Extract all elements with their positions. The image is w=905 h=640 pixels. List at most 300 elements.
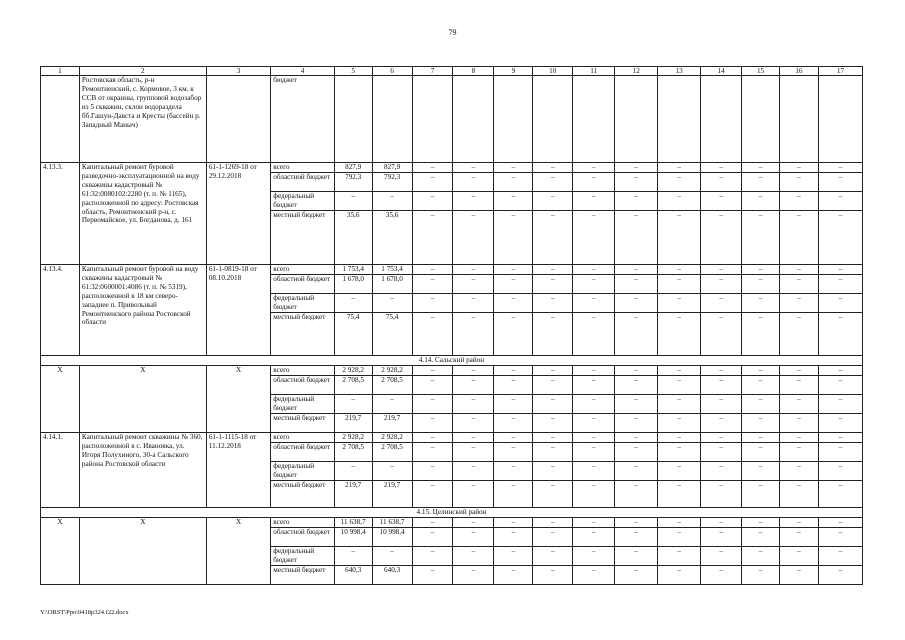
empty-value-cell: – [533, 192, 573, 211]
empty-value-cell: – [779, 480, 818, 507]
value-cell: 219,7 [334, 480, 372, 507]
column-number: 3 [206, 67, 270, 76]
value-cell [779, 76, 818, 163]
empty-value-cell: – [615, 565, 658, 584]
empty-value-cell: – [494, 442, 533, 461]
empty-value-cell: – [818, 480, 862, 507]
empty-value-cell: – [742, 163, 780, 173]
column-number: 8 [453, 67, 494, 76]
value-cell: – [372, 192, 412, 211]
empty-value-cell: – [742, 375, 780, 394]
empty-value-cell: – [533, 442, 573, 461]
value-cell: – [334, 546, 372, 565]
empty-value-cell: – [453, 294, 494, 313]
empty-value-cell: – [779, 565, 818, 584]
file-path-footer: Y:\ORST\Ppo\0418p324.f22.docx [40, 609, 129, 616]
value-cell [372, 76, 412, 163]
empty-value-cell: – [742, 173, 780, 192]
empty-value-cell: – [658, 432, 701, 442]
empty-value-cell: – [779, 173, 818, 192]
value-cell [701, 76, 742, 163]
x-cell: Х [206, 365, 270, 432]
empty-value-cell: – [658, 173, 701, 192]
value-cell: 219,7 [372, 413, 412, 432]
value-cell: 219,7 [334, 413, 372, 432]
empty-value-cell: – [615, 313, 658, 356]
source-label-cell: всего [271, 265, 334, 275]
empty-value-cell: – [615, 192, 658, 211]
empty-value-cell: – [818, 294, 862, 313]
empty-value-cell: – [573, 275, 615, 294]
section-title: 4.15. Целинский район [41, 507, 863, 517]
value-cell [453, 76, 494, 163]
empty-value-cell: – [533, 275, 573, 294]
empty-value-cell: – [494, 517, 533, 527]
empty-value-cell: – [573, 211, 615, 265]
value-cell: 10 998,4 [334, 527, 372, 546]
column-number: 14 [701, 67, 742, 76]
empty-value-cell: – [818, 432, 862, 442]
empty-value-cell: – [779, 442, 818, 461]
empty-value-cell: – [573, 546, 615, 565]
source-label-cell: областной бюджет [271, 173, 334, 192]
source-label-cell: бюджет [271, 76, 334, 163]
empty-value-cell: – [701, 461, 742, 480]
column-number: 11 [573, 67, 615, 76]
empty-value-cell: – [615, 394, 658, 413]
empty-value-cell: – [742, 275, 780, 294]
empty-value-cell: – [779, 432, 818, 442]
empty-value-cell: – [494, 294, 533, 313]
section-title: 4.14. Сальский район [41, 356, 863, 366]
object-name-cell: Капитальный ремонт скважины № 360, расположенной в с. Ивановка, ул. Игоря Полухиного, 30-а Сальского района Ростовской области [79, 432, 206, 507]
object-name-cell: Капитальный ремонт буровой разведочно-эксплуатационной на воду скважины кадастровый № 61:32:0080102:2280 (т. п. № 1165), расположенной по адресу: Ростовская область, Ремонтненский р-н, с. Первомайское, ул. Богданова, д. 161 [79, 163, 206, 265]
empty-value-cell: – [818, 365, 862, 375]
empty-value-cell: – [453, 173, 494, 192]
empty-value-cell: – [658, 265, 701, 275]
column-number: 12 [615, 67, 658, 76]
empty-value-cell: – [658, 565, 701, 584]
source-label-cell: федеральный бюджет [271, 546, 334, 565]
table-row [41, 517, 863, 527]
row-number-cell: 4.14.1. [41, 432, 80, 507]
value-cell [533, 76, 573, 163]
empty-value-cell: – [742, 192, 780, 211]
empty-value-cell: – [573, 163, 615, 173]
empty-value-cell: – [453, 442, 494, 461]
empty-value-cell: – [818, 546, 862, 565]
value-cell: – [372, 546, 412, 565]
empty-value-cell: – [573, 294, 615, 313]
empty-value-cell: – [658, 375, 701, 394]
empty-value-cell: – [412, 461, 453, 480]
empty-value-cell: – [818, 163, 862, 173]
empty-value-cell: – [494, 565, 533, 584]
column-number: 16 [779, 67, 818, 76]
empty-value-cell: – [658, 461, 701, 480]
empty-value-cell: – [701, 442, 742, 461]
empty-value-cell: – [818, 313, 862, 356]
value-cell: – [334, 394, 372, 413]
value-cell [494, 76, 533, 163]
empty-value-cell: – [412, 163, 453, 173]
empty-value-cell: – [494, 192, 533, 211]
empty-value-cell: – [658, 211, 701, 265]
header-row [41, 67, 863, 76]
empty-value-cell: – [701, 375, 742, 394]
empty-value-cell: – [701, 192, 742, 211]
value-cell: 2 928,2 [334, 365, 372, 375]
value-cell: 219,7 [372, 480, 412, 507]
empty-value-cell: – [615, 527, 658, 546]
empty-value-cell: – [615, 275, 658, 294]
empty-value-cell: – [658, 294, 701, 313]
empty-value-cell: – [742, 365, 780, 375]
value-cell: 2 708,5 [334, 375, 372, 394]
empty-value-cell: – [658, 442, 701, 461]
empty-value-cell: – [453, 192, 494, 211]
empty-value-cell: – [533, 163, 573, 173]
empty-value-cell: – [658, 546, 701, 565]
empty-value-cell: – [818, 565, 862, 584]
empty-value-cell: – [494, 163, 533, 173]
empty-value-cell: – [779, 265, 818, 275]
row-number-cell [41, 76, 80, 163]
empty-value-cell: – [453, 480, 494, 507]
empty-value-cell: – [779, 294, 818, 313]
empty-value-cell: – [818, 413, 862, 432]
empty-value-cell: – [615, 365, 658, 375]
empty-value-cell: – [818, 265, 862, 275]
empty-value-cell: – [412, 365, 453, 375]
value-cell: – [334, 461, 372, 480]
empty-value-cell: – [818, 394, 862, 413]
value-cell: 827,9 [334, 163, 372, 173]
value-cell: 2 708,5 [372, 442, 412, 461]
column-number: 13 [658, 67, 701, 76]
document-cell: 61-1-1269-18 от 29.12.2018 [206, 163, 270, 265]
empty-value-cell: – [779, 365, 818, 375]
empty-value-cell: – [573, 442, 615, 461]
empty-value-cell: – [615, 517, 658, 527]
empty-value-cell: – [573, 432, 615, 442]
empty-value-cell: – [533, 365, 573, 375]
object-name-cell: Капитальный ремонт буровой на воду скважины кадастровый № 61:32:0600001:4086 (т. п. № 5319), расположенной в 18 км северо-западнее п. Привольный Ремонтненского района Ростовской области [79, 265, 206, 356]
value-cell: 35,6 [372, 211, 412, 265]
empty-value-cell: – [533, 527, 573, 546]
column-number: 17 [818, 67, 862, 76]
empty-value-cell: – [818, 442, 862, 461]
empty-value-cell: – [615, 375, 658, 394]
value-cell: 792,3 [372, 173, 412, 192]
column-number: 7 [412, 67, 453, 76]
value-cell [412, 76, 453, 163]
empty-value-cell: – [573, 394, 615, 413]
empty-value-cell: – [573, 517, 615, 527]
value-cell: 1 753,4 [372, 265, 412, 275]
x-cell: Х [79, 365, 206, 432]
empty-value-cell: – [818, 211, 862, 265]
empty-value-cell: – [701, 265, 742, 275]
empty-value-cell: – [742, 265, 780, 275]
value-cell: 2 928,2 [334, 432, 372, 442]
empty-value-cell: – [533, 265, 573, 275]
source-label-cell: областной бюджет [271, 275, 334, 294]
empty-value-cell: – [533, 517, 573, 527]
empty-value-cell: – [742, 480, 780, 507]
empty-value-cell: – [453, 517, 494, 527]
empty-value-cell: – [412, 313, 453, 356]
value-cell: 2 708,5 [334, 442, 372, 461]
source-label-cell: всего [271, 432, 334, 442]
empty-value-cell: – [779, 413, 818, 432]
source-label-cell: областной бюджет [271, 527, 334, 546]
empty-value-cell: – [412, 565, 453, 584]
empty-value-cell: – [742, 461, 780, 480]
empty-value-cell: – [533, 394, 573, 413]
empty-value-cell: – [615, 480, 658, 507]
section-header-row [41, 356, 863, 366]
empty-value-cell: – [742, 565, 780, 584]
empty-value-cell: – [779, 546, 818, 565]
empty-value-cell: – [615, 413, 658, 432]
value-cell [818, 76, 862, 163]
value-cell [334, 76, 372, 163]
column-number: 10 [533, 67, 573, 76]
value-cell [615, 76, 658, 163]
empty-value-cell: – [412, 265, 453, 275]
empty-value-cell: – [533, 565, 573, 584]
empty-value-cell: – [453, 365, 494, 375]
table-row [41, 163, 863, 173]
page-number: 79 [448, 28, 457, 37]
empty-value-cell: – [453, 394, 494, 413]
empty-value-cell: – [615, 461, 658, 480]
empty-value-cell: – [494, 211, 533, 265]
empty-value-cell: – [742, 442, 780, 461]
empty-value-cell: – [742, 313, 780, 356]
value-cell: 1 753,4 [334, 265, 372, 275]
empty-value-cell: – [818, 375, 862, 394]
table-row [41, 265, 863, 275]
empty-value-cell: – [742, 432, 780, 442]
value-cell: 1 678,0 [372, 275, 412, 294]
document-cell [206, 76, 270, 163]
empty-value-cell: – [779, 275, 818, 294]
value-cell: 11 638,7 [334, 517, 372, 527]
empty-value-cell: – [453, 565, 494, 584]
empty-value-cell: – [658, 527, 701, 546]
empty-value-cell: – [412, 517, 453, 527]
empty-value-cell: – [658, 192, 701, 211]
value-cell: – [334, 192, 372, 211]
document-cell: 61-1-0819-18 от 08.10.2018 [206, 265, 270, 356]
value-cell: – [372, 294, 412, 313]
empty-value-cell: – [533, 546, 573, 565]
empty-value-cell: – [779, 313, 818, 356]
empty-value-cell: – [818, 517, 862, 527]
empty-value-cell: – [615, 163, 658, 173]
x-cell: Х [41, 517, 80, 584]
source-label-cell: федеральный бюджет [271, 294, 334, 313]
empty-value-cell: – [818, 192, 862, 211]
empty-value-cell: – [701, 163, 742, 173]
empty-value-cell: – [818, 461, 862, 480]
empty-value-cell: – [573, 461, 615, 480]
empty-value-cell: – [533, 432, 573, 442]
value-cell: 640,3 [334, 565, 372, 584]
empty-value-cell: – [573, 265, 615, 275]
empty-value-cell: – [779, 461, 818, 480]
source-label-cell: местный бюджет [271, 413, 334, 432]
value-cell: 640,3 [372, 565, 412, 584]
empty-value-cell: – [453, 313, 494, 356]
table-row [41, 432, 863, 442]
empty-value-cell: – [453, 211, 494, 265]
empty-value-cell: – [412, 173, 453, 192]
value-cell: 75,4 [334, 313, 372, 356]
x-cell: Х [41, 365, 80, 432]
empty-value-cell: – [533, 375, 573, 394]
empty-value-cell: – [494, 413, 533, 432]
empty-value-cell: – [573, 375, 615, 394]
empty-value-cell: – [412, 413, 453, 432]
empty-value-cell: – [658, 275, 701, 294]
empty-value-cell: – [779, 375, 818, 394]
empty-value-cell: – [701, 517, 742, 527]
empty-value-cell: – [533, 413, 573, 432]
empty-value-cell: – [779, 163, 818, 173]
empty-value-cell: – [494, 313, 533, 356]
empty-value-cell: – [453, 432, 494, 442]
source-label-cell: всего [271, 163, 334, 173]
empty-value-cell: – [701, 211, 742, 265]
row-number-cell: 4.13.3. [41, 163, 80, 265]
value-cell: 827,9 [372, 163, 412, 173]
empty-value-cell: – [658, 517, 701, 527]
value-cell: 792,3 [334, 173, 372, 192]
empty-value-cell: – [412, 375, 453, 394]
column-number: 2 [79, 67, 206, 76]
value-cell: – [372, 461, 412, 480]
empty-value-cell: – [742, 546, 780, 565]
source-label-cell: федеральный бюджет [271, 192, 334, 211]
empty-value-cell: – [573, 480, 615, 507]
value-cell: 75,4 [372, 313, 412, 356]
empty-value-cell: – [412, 394, 453, 413]
empty-value-cell: – [658, 394, 701, 413]
empty-value-cell: – [494, 275, 533, 294]
empty-value-cell: – [494, 394, 533, 413]
empty-value-cell: – [742, 527, 780, 546]
source-label-cell: всего [271, 517, 334, 527]
empty-value-cell: – [615, 211, 658, 265]
source-label-cell: местный бюджет [271, 565, 334, 584]
empty-value-cell: – [533, 480, 573, 507]
empty-value-cell: – [701, 565, 742, 584]
empty-value-cell: – [742, 517, 780, 527]
empty-value-cell: – [533, 211, 573, 265]
empty-value-cell: – [818, 275, 862, 294]
empty-value-cell: – [779, 527, 818, 546]
empty-value-cell: – [701, 413, 742, 432]
empty-value-cell: – [701, 365, 742, 375]
table-row [41, 76, 863, 163]
empty-value-cell: – [453, 375, 494, 394]
empty-value-cell: – [779, 211, 818, 265]
empty-value-cell: – [701, 480, 742, 507]
empty-value-cell: – [453, 413, 494, 432]
x-cell: Х [79, 517, 206, 584]
empty-value-cell: – [818, 173, 862, 192]
value-cell [658, 76, 701, 163]
empty-value-cell: – [701, 432, 742, 442]
document-cell: 61-1-1115-18 от 11.12.2018 [206, 432, 270, 507]
empty-value-cell: – [453, 265, 494, 275]
column-number: 9 [494, 67, 533, 76]
empty-value-cell: – [453, 546, 494, 565]
source-label-cell: областной бюджет [271, 442, 334, 461]
empty-value-cell: – [494, 527, 533, 546]
source-label-cell: местный бюджет [271, 480, 334, 507]
empty-value-cell: – [412, 480, 453, 507]
empty-value-cell: – [494, 365, 533, 375]
empty-value-cell: – [742, 413, 780, 432]
value-cell: 1 678,0 [334, 275, 372, 294]
value-cell: 2 928,2 [372, 365, 412, 375]
empty-value-cell: – [701, 313, 742, 356]
empty-value-cell: – [412, 442, 453, 461]
empty-value-cell: – [701, 173, 742, 192]
empty-value-cell: – [453, 527, 494, 546]
value-cell [742, 76, 780, 163]
empty-value-cell: – [573, 192, 615, 211]
source-label-cell: местный бюджет [271, 313, 334, 356]
budget-table [40, 66, 863, 585]
empty-value-cell: – [701, 394, 742, 413]
empty-value-cell: – [658, 480, 701, 507]
empty-value-cell: – [615, 173, 658, 192]
value-cell: – [372, 394, 412, 413]
empty-value-cell: – [701, 294, 742, 313]
empty-value-cell: – [533, 173, 573, 192]
empty-value-cell: – [533, 461, 573, 480]
empty-value-cell: – [615, 442, 658, 461]
value-cell: 11 638,7 [372, 517, 412, 527]
empty-value-cell: – [615, 432, 658, 442]
empty-value-cell: – [818, 527, 862, 546]
empty-value-cell: – [573, 413, 615, 432]
empty-value-cell: – [701, 275, 742, 294]
column-number: 15 [742, 67, 780, 76]
column-number: 5 [334, 67, 372, 76]
empty-value-cell: – [412, 527, 453, 546]
empty-value-cell: – [453, 163, 494, 173]
source-label-cell: областной бюджет [271, 375, 334, 394]
empty-value-cell: – [412, 211, 453, 265]
empty-value-cell: – [453, 275, 494, 294]
empty-value-cell: – [742, 394, 780, 413]
empty-value-cell: – [412, 275, 453, 294]
empty-value-cell: – [615, 546, 658, 565]
value-cell: 2 708,5 [372, 375, 412, 394]
empty-value-cell: – [412, 294, 453, 313]
value-cell: 35,6 [334, 211, 372, 265]
empty-value-cell: – [615, 265, 658, 275]
empty-value-cell: – [573, 173, 615, 192]
empty-value-cell: – [412, 546, 453, 565]
empty-value-cell: – [494, 375, 533, 394]
